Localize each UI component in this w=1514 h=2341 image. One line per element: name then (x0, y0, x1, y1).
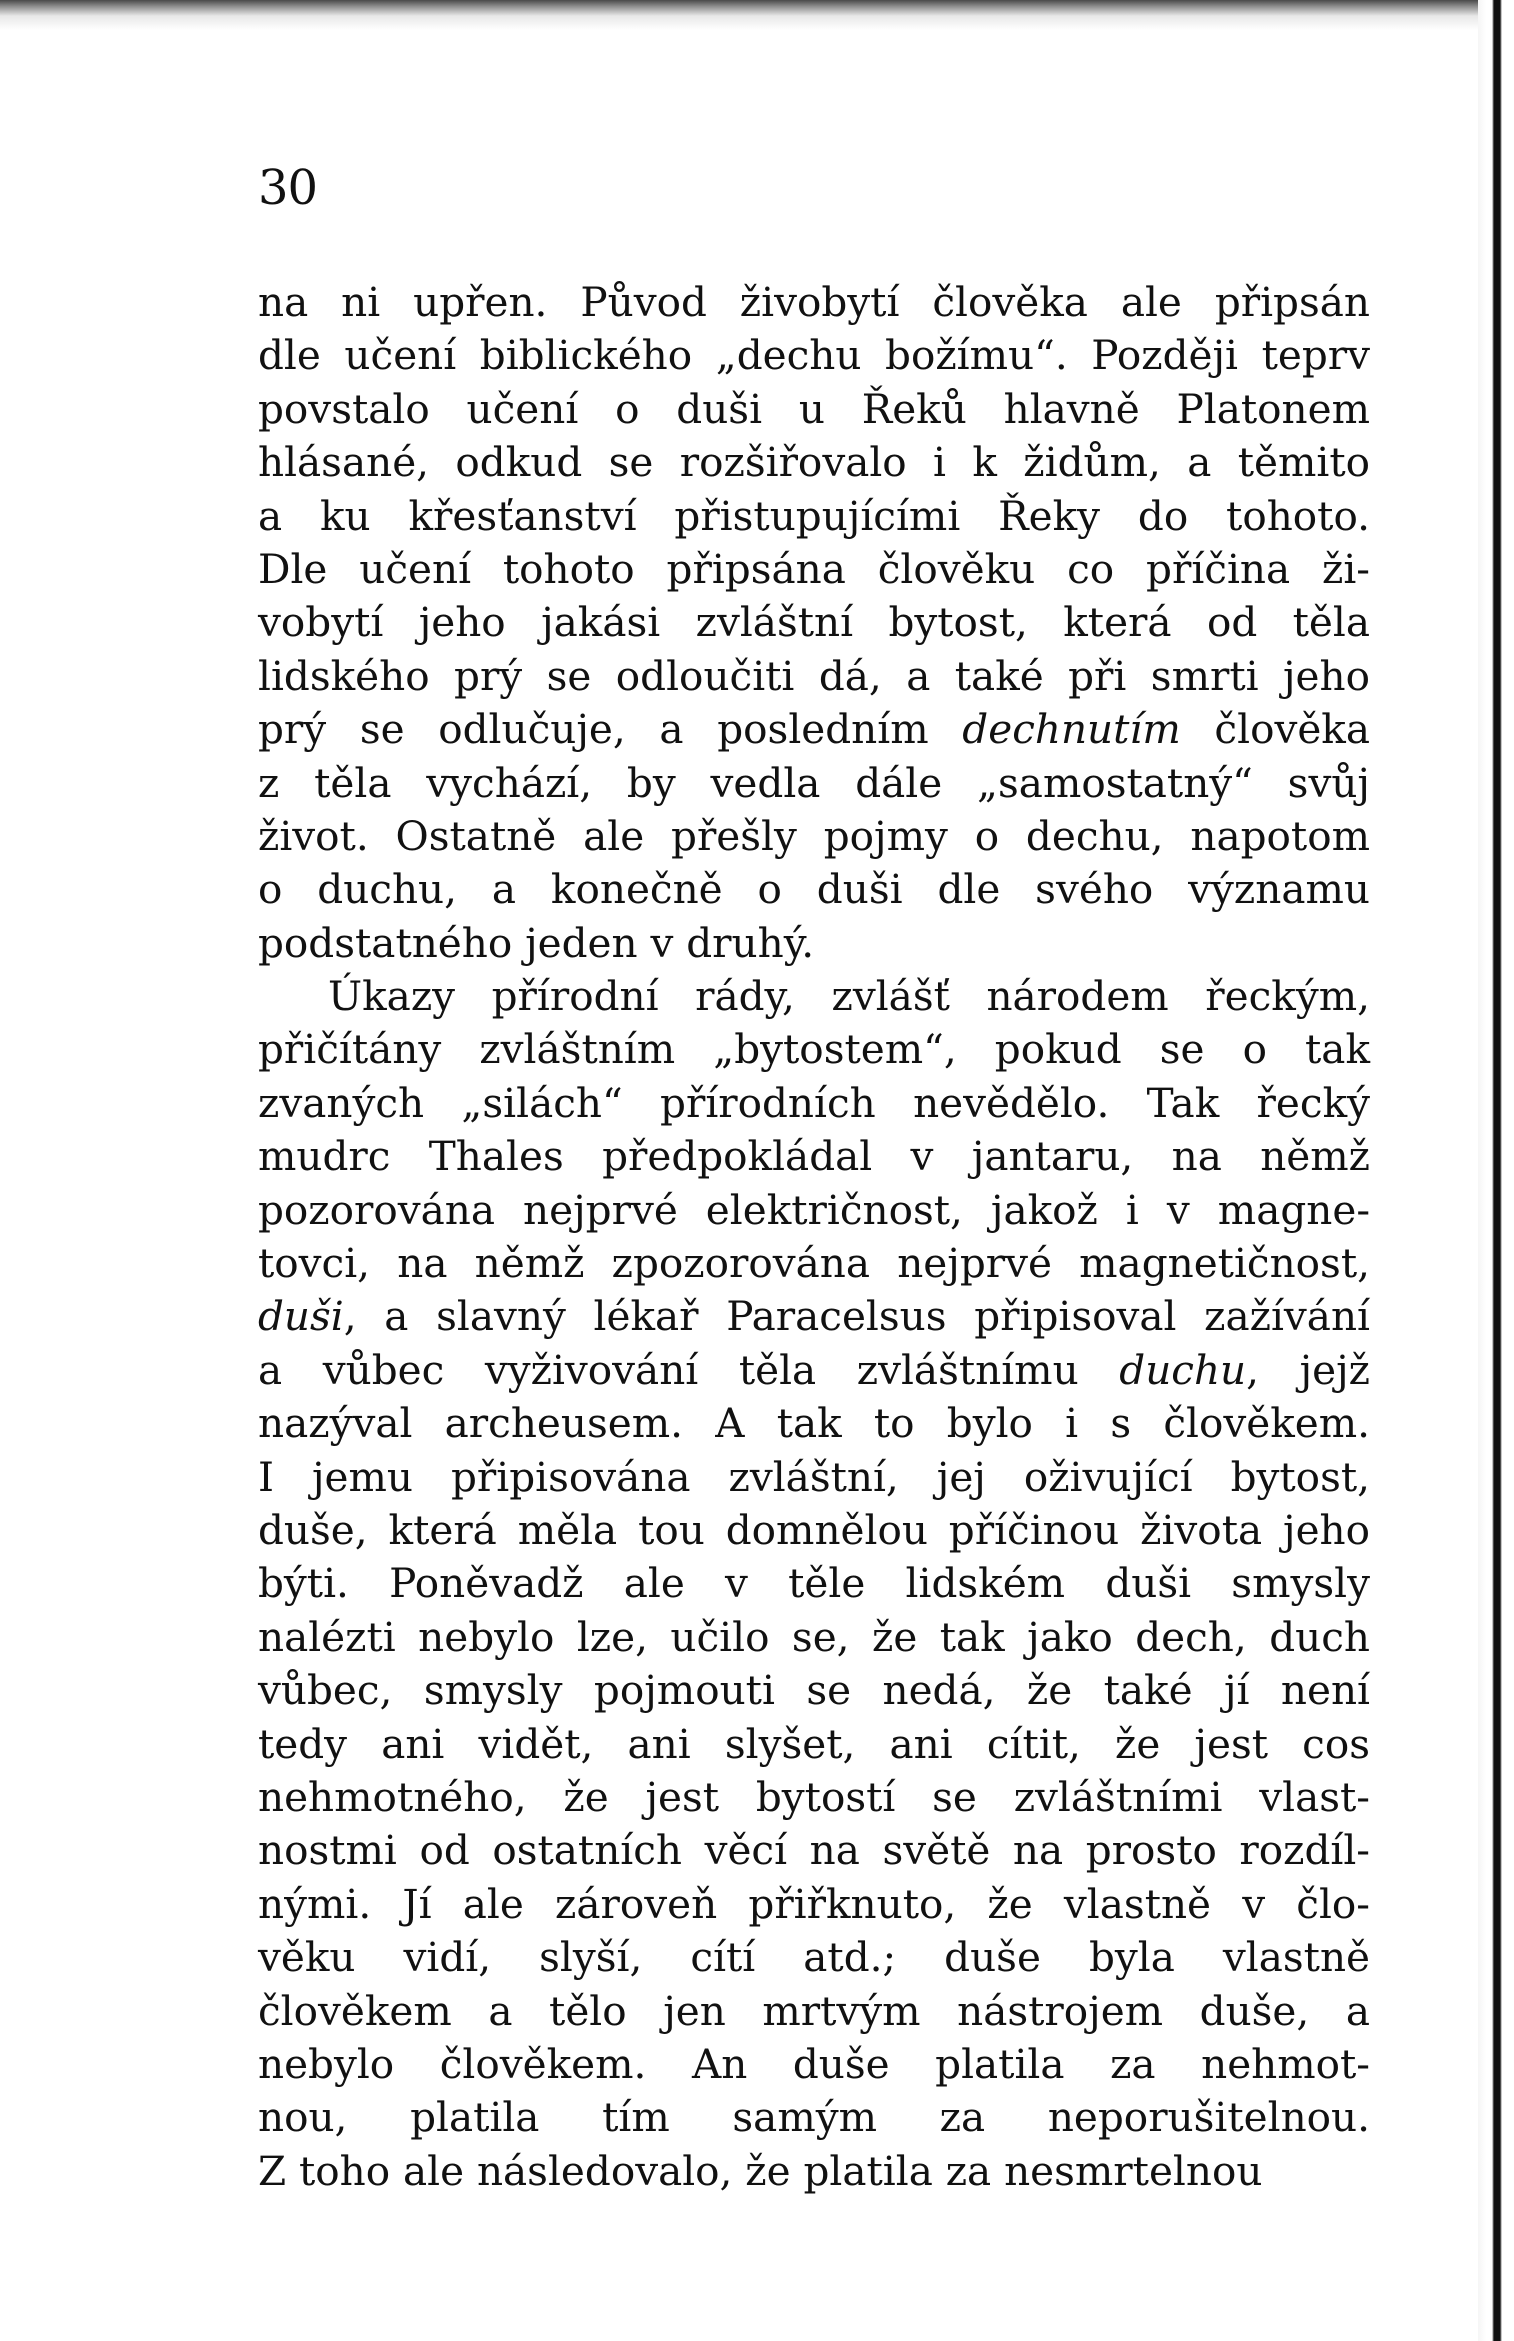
text-line: na ni upřen. Původ živobytí člověka ale připsán (258, 278, 1370, 326)
scan-right-edge (1478, 0, 1514, 2341)
emphasized-word: dechnutím (962, 705, 1181, 754)
text-line: nebylo člověkem. An duše platila za nehmot- (258, 2039, 1370, 2088)
text-line: Dle učení tohoto připsána člověku co příčina ži- (258, 544, 1370, 593)
text-line: duši, a slavný lékař Paracelsus připisoval zažívání (258, 1292, 1370, 1341)
text-line: nostmi od ostatních věcí na světě na prosto rozdíl- (258, 1826, 1370, 1875)
emphasized-word: duchu (1119, 1345, 1247, 1394)
text-line: zvaných „silách“ přírodních nevědělo. Tak řecký (258, 1078, 1370, 1127)
text-line: Z toho ale následovalo, že platila za nesmrtelnou (258, 2146, 1263, 2195)
text-line: nými. Jí ale zároveň přiřknuto, že vlastně v člo- (258, 1879, 1370, 1928)
text-line: věku vidí, slyší, cítí atd.; duše byla vlastně (258, 1933, 1370, 1982)
text-line: duše, která měla tou domnělou příčinou života jeho (258, 1505, 1370, 1554)
scan-top-edge (0, 0, 1514, 30)
text-line: vůbec, smysly pojmouti se nedá, že také jí není (258, 1666, 1370, 1715)
text-line: život. Ostatně ale přešly pojmy o dechu, napotom (258, 811, 1370, 860)
text-line: vobytí jeho jakási zvláštní bytost, která od těla (258, 598, 1370, 647)
text-line: býti. Poněvadž ale v těle lidském duši smysly (258, 1559, 1370, 1608)
text-line: dle učení biblického „dechu božímu“. Později teprv (258, 331, 1370, 380)
text-line: tovci, na němž zpozorována nejprvé magnetičnost, (258, 1239, 1370, 1288)
text-line: nehmotného, že jest bytostí se zvláštními vlast- (258, 1772, 1370, 1821)
text-line: o duchu, a konečně o duši dle svého významu (258, 865, 1370, 914)
text-line: přičítány zvláštním „bytostem“, pokud se o tak (258, 1025, 1370, 1074)
text-line: podstatného jeden v druhý. (258, 918, 815, 967)
text-line: nou, platila tím samým za neporušitelnou. (258, 2093, 1370, 2142)
text-line: I jemu připisována zvláštní, jej oživující bytost, (258, 1452, 1370, 1501)
page-number: 30 (258, 160, 318, 216)
text-line: pozorována nejprvé električnost, jakož i v magne- (258, 1185, 1370, 1234)
text-line: povstalo učení o duši u Řeků hlavně Platonem (258, 384, 1370, 433)
text-line: člověkem a tělo jen mrtvým nástrojem duše, a (258, 1986, 1370, 2035)
text-line: nalézti nebylo lze, učilo se, že tak jako dech, duch (258, 1612, 1370, 1661)
text-line: nazýval archeusem. A tak to bylo i s člověkem. (258, 1399, 1370, 1448)
text-line: z těla vychází, by vedla dále „samostatný“ svůj (258, 758, 1370, 807)
text-line: prý se odlučuje, a posledním dechnutím člověka (258, 705, 1370, 754)
text-line: tedy ani vidět, ani slyšet, ani cítit, že jest cos (258, 1719, 1370, 1768)
text-line: a vůbec vyživování těla zvláštnímu duchu, jejž (258, 1345, 1371, 1394)
text-line: mudrc Thales předpokládal v jantaru, na němž (258, 1132, 1370, 1181)
text-line: hlásané, odkud se rozšiřovalo i k židům, a těmito (258, 438, 1370, 487)
text-line: Úkazy přírodní rády, zvlášť národem řeckým, (328, 972, 1370, 1021)
text-line: lidského prý se odloučiti dá, a také při smrti jeho (258, 651, 1370, 700)
emphasized-word: duši (258, 1292, 344, 1341)
text-line: a ku křesťanství přistupujícími Řeky do tohoto. (258, 491, 1370, 540)
body-text (258, 276, 1370, 2198)
